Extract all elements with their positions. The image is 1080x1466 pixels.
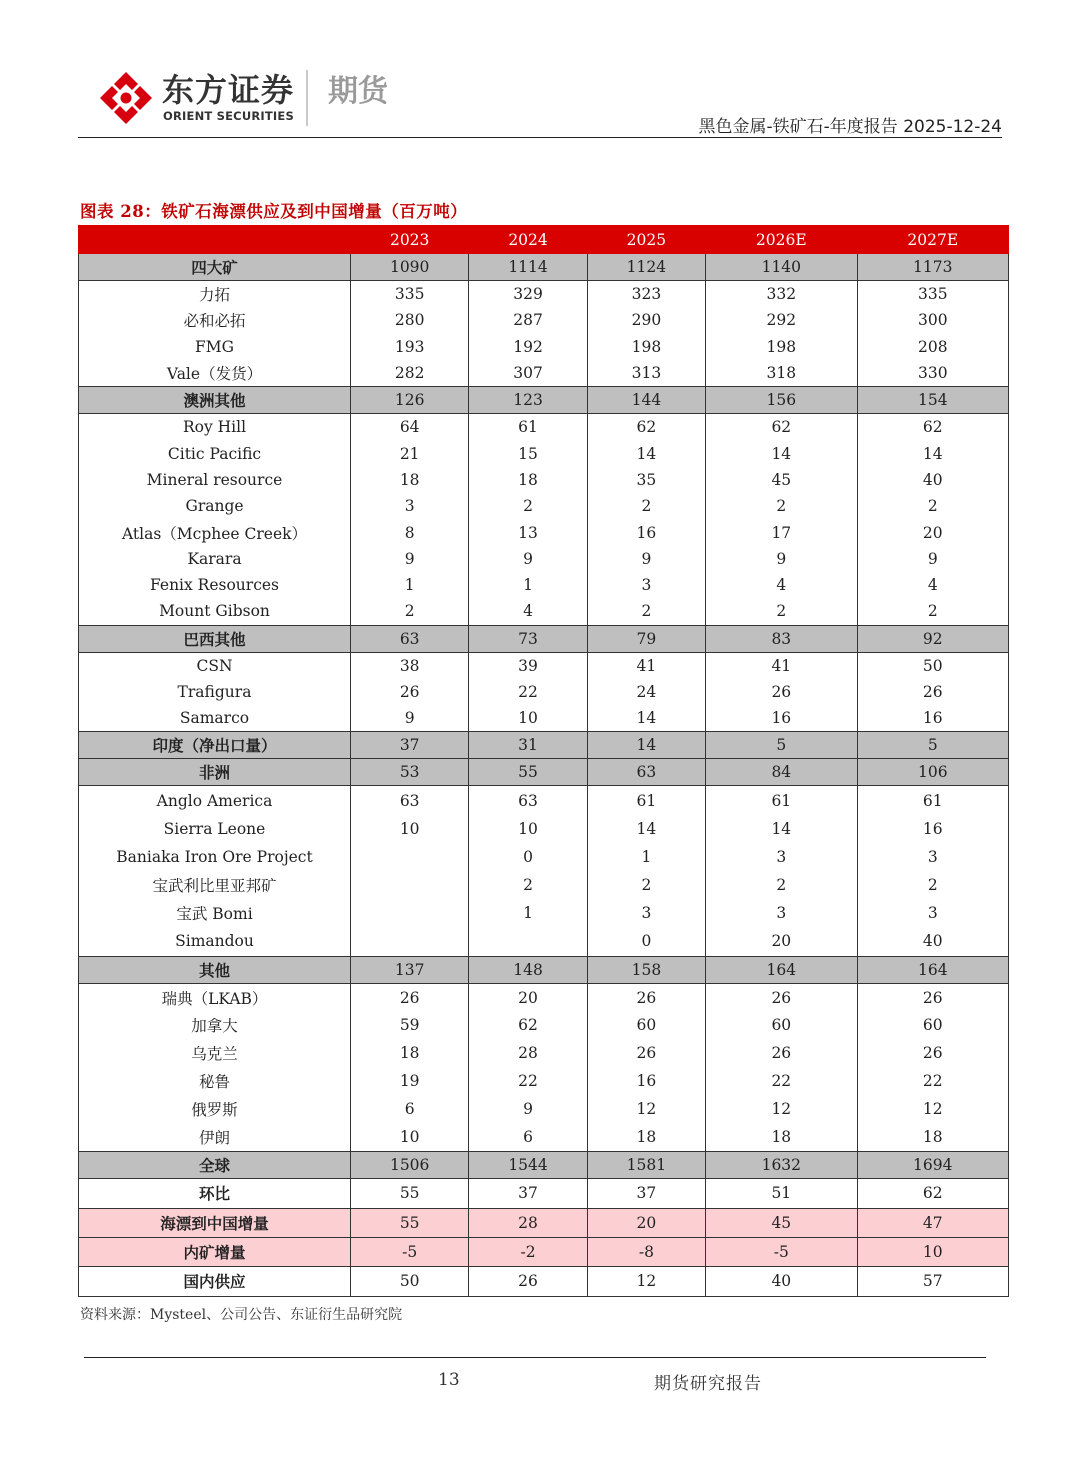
- cell-value: 1632: [706, 1151, 857, 1178]
- row-label: 伊朗: [79, 1123, 351, 1151]
- row-label: 非洲: [79, 759, 351, 786]
- cell-value: 18: [587, 1123, 705, 1151]
- cell-value: 9: [706, 546, 857, 572]
- brand-divider: [306, 70, 308, 126]
- cell-value: 3: [587, 899, 705, 927]
- cell-value: 14: [587, 440, 705, 466]
- column-header: 2023: [351, 226, 469, 254]
- cell-value: 318: [706, 360, 857, 387]
- cell-value: 61: [587, 786, 705, 815]
- cell-value: 47: [857, 1208, 1008, 1237]
- cell-value: 35: [587, 467, 705, 493]
- cell-value: 61: [469, 414, 587, 441]
- cell-value: 6: [351, 1095, 469, 1123]
- cell-value: 15: [469, 440, 587, 466]
- cell-value: 61: [857, 786, 1008, 815]
- cell-value: 63: [469, 786, 587, 815]
- cell-value: 3: [857, 843, 1008, 871]
- table-row: [79, 679, 1009, 705]
- cell-value: 60: [587, 1011, 705, 1039]
- cell-value: 55: [351, 1208, 469, 1237]
- cell-value: 10: [351, 815, 469, 843]
- cell-value: 8: [351, 519, 469, 545]
- row-label: 力拓: [79, 281, 351, 308]
- table-row: [79, 334, 1009, 360]
- cell-value: 63: [351, 625, 469, 652]
- page-number: 13: [438, 1370, 460, 1390]
- cell-value: 16: [587, 519, 705, 545]
- cell-value: 62: [857, 414, 1008, 441]
- cell-value: -5: [706, 1237, 857, 1266]
- cell-value: 6: [469, 1123, 587, 1151]
- cell-value: 1140: [706, 254, 857, 281]
- row-label: 内矿增量: [79, 1237, 351, 1266]
- table-row: [79, 652, 1009, 679]
- table-row: [79, 1039, 1009, 1067]
- cell-value: 20: [706, 927, 857, 956]
- cell-value: 64: [351, 414, 469, 441]
- column-header: 2024: [469, 226, 587, 254]
- cell-value: 330: [857, 360, 1008, 387]
- cell-value: 18: [706, 1123, 857, 1151]
- cell-value: 37: [587, 1178, 705, 1208]
- row-label: 澳洲其他: [79, 387, 351, 414]
- table-summary-row: [79, 759, 1009, 786]
- cell-value: 59: [351, 1011, 469, 1039]
- cell-value: 20: [469, 983, 587, 1011]
- cell-value: 26: [857, 679, 1008, 705]
- cell-value: 57: [857, 1266, 1008, 1296]
- row-label: Mount Gibson: [79, 598, 351, 625]
- cell-value: 18: [857, 1123, 1008, 1151]
- cell-value: 37: [469, 1178, 587, 1208]
- table-row: [79, 440, 1009, 466]
- brand-name-en: ORIENT SECURITIES: [163, 109, 294, 123]
- row-label: 其他: [79, 956, 351, 983]
- cell-value: 3: [351, 493, 469, 519]
- cell-value: 19: [351, 1067, 469, 1095]
- row-label: 四大矿: [79, 254, 351, 281]
- row-label: Karara: [79, 546, 351, 572]
- cell-value: 22: [469, 1067, 587, 1095]
- cell-value: 208: [857, 334, 1008, 360]
- cell-value: 39: [469, 652, 587, 679]
- cell-value: 300: [857, 307, 1008, 333]
- cell-value: 9: [351, 546, 469, 572]
- cell-value: 313: [587, 360, 705, 387]
- cell-value: 26: [706, 1039, 857, 1067]
- cell-value: [351, 899, 469, 927]
- cell-value: 21: [351, 440, 469, 466]
- cell-value: 2: [857, 493, 1008, 519]
- table-row: [79, 786, 1009, 815]
- report-title: 黑色金属-铁矿石-年度报告 2025-12-24: [698, 117, 1002, 137]
- row-label: 国内供应: [79, 1266, 351, 1296]
- cell-value: 106: [857, 759, 1008, 786]
- cell-value: 62: [706, 414, 857, 441]
- cell-value: 62: [469, 1011, 587, 1039]
- cell-value: 16: [706, 705, 857, 732]
- cell-value: 10: [857, 1237, 1008, 1266]
- cell-value: 12: [857, 1095, 1008, 1123]
- cell-value: 323: [587, 281, 705, 308]
- row-label: FMG: [79, 334, 351, 360]
- table-row: [79, 467, 1009, 493]
- cell-value: 40: [706, 1266, 857, 1296]
- row-label: Baniaka Iron Ore Project: [79, 843, 351, 871]
- cell-value: 31: [469, 732, 587, 759]
- table-row: [79, 519, 1009, 545]
- cell-value: 335: [857, 281, 1008, 308]
- cell-value: 5: [857, 732, 1008, 759]
- cell-value: 22: [469, 679, 587, 705]
- cell-value: 2: [857, 598, 1008, 625]
- cell-value: 45: [706, 467, 857, 493]
- cell-value: 10: [469, 815, 587, 843]
- cell-value: 1694: [857, 1151, 1008, 1178]
- row-label: 全球: [79, 1151, 351, 1178]
- cell-value: 20: [857, 519, 1008, 545]
- cell-value: 26: [351, 983, 469, 1011]
- table-row: [79, 414, 1009, 441]
- cell-value: 2: [857, 871, 1008, 899]
- cell-value: 20: [587, 1208, 705, 1237]
- table-summary-row: [79, 1178, 1009, 1208]
- cell-value: 62: [587, 414, 705, 441]
- table-row: [79, 871, 1009, 899]
- cell-value: 40: [857, 927, 1008, 956]
- table-summary-row: [79, 1237, 1009, 1266]
- cell-value: 1581: [587, 1151, 705, 1178]
- cell-value: 2: [587, 598, 705, 625]
- table-row: [79, 307, 1009, 333]
- row-label: Atlas（Mcphee Creek）: [79, 519, 351, 545]
- cell-value: 14: [587, 732, 705, 759]
- cell-value: 9: [469, 546, 587, 572]
- cell-value: 14: [706, 815, 857, 843]
- row-label: 宝武利比里亚邦矿: [79, 871, 351, 899]
- cell-value: 13: [469, 519, 587, 545]
- cell-value: 83: [706, 625, 857, 652]
- cell-value: 156: [706, 387, 857, 414]
- row-label: Samarco: [79, 705, 351, 732]
- cell-value: 24: [587, 679, 705, 705]
- cell-value: 17: [706, 519, 857, 545]
- brand-name-cn: 东方证券: [162, 71, 295, 109]
- row-label: 乌克兰: [79, 1039, 351, 1067]
- cell-value: 148: [469, 956, 587, 983]
- orient-securities-logo-icon: [98, 70, 154, 126]
- cell-value: 4: [857, 572, 1008, 598]
- header-divider: [78, 137, 1002, 138]
- cell-value: 9: [351, 705, 469, 732]
- supply-table: [78, 225, 1009, 1297]
- cell-value: -2: [469, 1237, 587, 1266]
- cell-value: 0: [469, 843, 587, 871]
- cell-value: 193: [351, 334, 469, 360]
- row-label: 必和必拓: [79, 307, 351, 333]
- cell-value: 282: [351, 360, 469, 387]
- cell-value: 14: [706, 440, 857, 466]
- brand-subtitle: 期货: [328, 74, 388, 109]
- column-header: 2025: [587, 226, 705, 254]
- row-label: CSN: [79, 652, 351, 679]
- cell-value: 14: [587, 705, 705, 732]
- cell-value: 198: [706, 334, 857, 360]
- cell-value: 10: [351, 1123, 469, 1151]
- column-header: 2026E: [706, 226, 857, 254]
- cell-value: 26: [706, 983, 857, 1011]
- cell-value: 55: [351, 1178, 469, 1208]
- cell-value: 144: [587, 387, 705, 414]
- cell-value: 154: [857, 387, 1008, 414]
- cell-value: 158: [587, 956, 705, 983]
- cell-value: 1: [469, 899, 587, 927]
- row-label: 秘鲁: [79, 1067, 351, 1095]
- cell-value: [351, 843, 469, 871]
- row-label: Anglo America: [79, 786, 351, 815]
- cell-value: 3: [857, 899, 1008, 927]
- cell-value: 292: [706, 307, 857, 333]
- cell-value: 16: [587, 1067, 705, 1095]
- cell-value: 9: [857, 546, 1008, 572]
- table-row: [79, 1067, 1009, 1095]
- table-summary-row: [79, 732, 1009, 759]
- row-label: 加拿大: [79, 1011, 351, 1039]
- cell-value: 192: [469, 334, 587, 360]
- column-header: 2027E: [857, 226, 1008, 254]
- cell-value: 332: [706, 281, 857, 308]
- table-row: [79, 598, 1009, 625]
- cell-value: 126: [351, 387, 469, 414]
- cell-value: 92: [857, 625, 1008, 652]
- cell-value: 18: [469, 467, 587, 493]
- cell-value: 2: [587, 871, 705, 899]
- table-summary-row: [79, 625, 1009, 652]
- cell-value: -5: [351, 1237, 469, 1266]
- cell-value: 335: [351, 281, 469, 308]
- row-label: Sierra Leone: [79, 815, 351, 843]
- cell-value: 2: [469, 871, 587, 899]
- cell-value: 38: [351, 652, 469, 679]
- cell-value: 37: [351, 732, 469, 759]
- cell-value: 4: [706, 572, 857, 598]
- cell-value: 12: [587, 1095, 705, 1123]
- source-note: 资料来源：Mysteel、公司公告、东证衍生品研究院: [80, 1307, 403, 1323]
- cell-value: 280: [351, 307, 469, 333]
- cell-value: 41: [587, 652, 705, 679]
- cell-value: 9: [469, 1095, 587, 1123]
- cell-value: 16: [857, 815, 1008, 843]
- cell-value: 14: [587, 815, 705, 843]
- cell-value: 18: [351, 1039, 469, 1067]
- cell-value: 40: [857, 467, 1008, 493]
- cell-value: 1544: [469, 1151, 587, 1178]
- cell-value: 2: [469, 493, 587, 519]
- cell-value: 3: [706, 843, 857, 871]
- cell-value: 50: [351, 1266, 469, 1296]
- cell-value: 3: [587, 572, 705, 598]
- table-row: [79, 899, 1009, 927]
- row-label: Trafigura: [79, 679, 351, 705]
- cell-value: 18: [351, 467, 469, 493]
- table-row: [79, 1123, 1009, 1151]
- cell-value: 4: [469, 598, 587, 625]
- cell-value: 2: [351, 598, 469, 625]
- row-label: Vale（发货）: [79, 360, 351, 387]
- cell-value: 26: [587, 1039, 705, 1067]
- cell-value: 12: [706, 1095, 857, 1123]
- cell-value: 62: [857, 1178, 1008, 1208]
- cell-value: 79: [587, 625, 705, 652]
- cell-value: [469, 927, 587, 956]
- row-label: 宝武 Bomi: [79, 899, 351, 927]
- cell-value: 41: [706, 652, 857, 679]
- cell-value: 1090: [351, 254, 469, 281]
- cell-value: -8: [587, 1237, 705, 1266]
- row-label: Citic Pacific: [79, 440, 351, 466]
- column-header: [79, 226, 351, 254]
- table-summary-row: [79, 254, 1009, 281]
- table-row: [79, 843, 1009, 871]
- cell-value: 9: [587, 546, 705, 572]
- cell-value: 60: [706, 1011, 857, 1039]
- cell-value: 28: [469, 1039, 587, 1067]
- table-row: [79, 927, 1009, 956]
- table-row: [79, 281, 1009, 308]
- cell-value: 22: [857, 1067, 1008, 1095]
- cell-value: 26: [857, 983, 1008, 1011]
- table-summary-row: [79, 956, 1009, 983]
- cell-value: 1: [351, 572, 469, 598]
- cell-value: 1114: [469, 254, 587, 281]
- cell-value: 0: [587, 927, 705, 956]
- row-label: 海漂到中国增量: [79, 1208, 351, 1237]
- cell-value: 1: [469, 572, 587, 598]
- cell-value: 137: [351, 956, 469, 983]
- cell-value: 164: [857, 956, 1008, 983]
- table-row: [79, 1095, 1009, 1123]
- cell-value: 45: [706, 1208, 857, 1237]
- cell-value: 2: [706, 493, 857, 519]
- cell-value: 164: [706, 956, 857, 983]
- cell-value: 51: [706, 1178, 857, 1208]
- row-label: 俄罗斯: [79, 1095, 351, 1123]
- cell-value: 2: [706, 871, 857, 899]
- cell-value: 55: [469, 759, 587, 786]
- table-row: [79, 572, 1009, 598]
- row-label: Grange: [79, 493, 351, 519]
- cell-value: 1124: [587, 254, 705, 281]
- cell-value: 60: [857, 1011, 1008, 1039]
- footer-label: 期货研究报告: [654, 1374, 762, 1394]
- cell-value: 26: [706, 679, 857, 705]
- cell-value: 329: [469, 281, 587, 308]
- row-label: Mineral resource: [79, 467, 351, 493]
- cell-value: 1173: [857, 254, 1008, 281]
- cell-value: 2: [706, 598, 857, 625]
- table-row: [79, 815, 1009, 843]
- cell-value: 84: [706, 759, 857, 786]
- table-row: [79, 546, 1009, 572]
- cell-value: 307: [469, 360, 587, 387]
- table-summary-row: [79, 1208, 1009, 1237]
- cell-value: 290: [587, 307, 705, 333]
- cell-value: 26: [857, 1039, 1008, 1067]
- cell-value: 73: [469, 625, 587, 652]
- table-summary-row: [79, 1266, 1009, 1296]
- cell-value: 1: [587, 843, 705, 871]
- row-label: Fenix Resources: [79, 572, 351, 598]
- cell-value: 53: [351, 759, 469, 786]
- cell-value: 1506: [351, 1151, 469, 1178]
- cell-value: 61: [706, 786, 857, 815]
- table-row: [79, 983, 1009, 1011]
- row-label: 印度（净出口量）: [79, 732, 351, 759]
- row-label: 环比: [79, 1178, 351, 1208]
- cell-value: 22: [706, 1067, 857, 1095]
- table-row: [79, 1011, 1009, 1039]
- table-summary-row: [79, 387, 1009, 414]
- cell-value: [351, 871, 469, 899]
- cell-value: 3: [706, 899, 857, 927]
- cell-value: 2: [587, 493, 705, 519]
- cell-value: 26: [587, 983, 705, 1011]
- cell-value: 63: [351, 786, 469, 815]
- cell-value: 16: [857, 705, 1008, 732]
- cell-value: 63: [587, 759, 705, 786]
- cell-value: 198: [587, 334, 705, 360]
- cell-value: 123: [469, 387, 587, 414]
- cell-value: 50: [857, 652, 1008, 679]
- row-label: 巴西其他: [79, 625, 351, 652]
- table-row: [79, 493, 1009, 519]
- cell-value: 10: [469, 705, 587, 732]
- cell-value: [351, 927, 469, 956]
- table-header-row: [79, 226, 1009, 254]
- cell-value: 12: [587, 1266, 705, 1296]
- table-summary-row: [79, 1151, 1009, 1178]
- figure-caption: 图表 28：铁矿石海漂供应及到中国增量（百万吨）: [80, 202, 468, 221]
- table-row: [79, 705, 1009, 732]
- cell-value: 287: [469, 307, 587, 333]
- footer-divider: [84, 1357, 986, 1358]
- cell-value: 26: [469, 1266, 587, 1296]
- table-row: [79, 360, 1009, 387]
- row-label: 瑞典（LKAB）: [79, 983, 351, 1011]
- cell-value: 28: [469, 1208, 587, 1237]
- row-label: Roy Hill: [79, 414, 351, 441]
- cell-value: 26: [351, 679, 469, 705]
- row-label: Simandou: [79, 927, 351, 956]
- cell-value: 14: [857, 440, 1008, 466]
- cell-value: 5: [706, 732, 857, 759]
